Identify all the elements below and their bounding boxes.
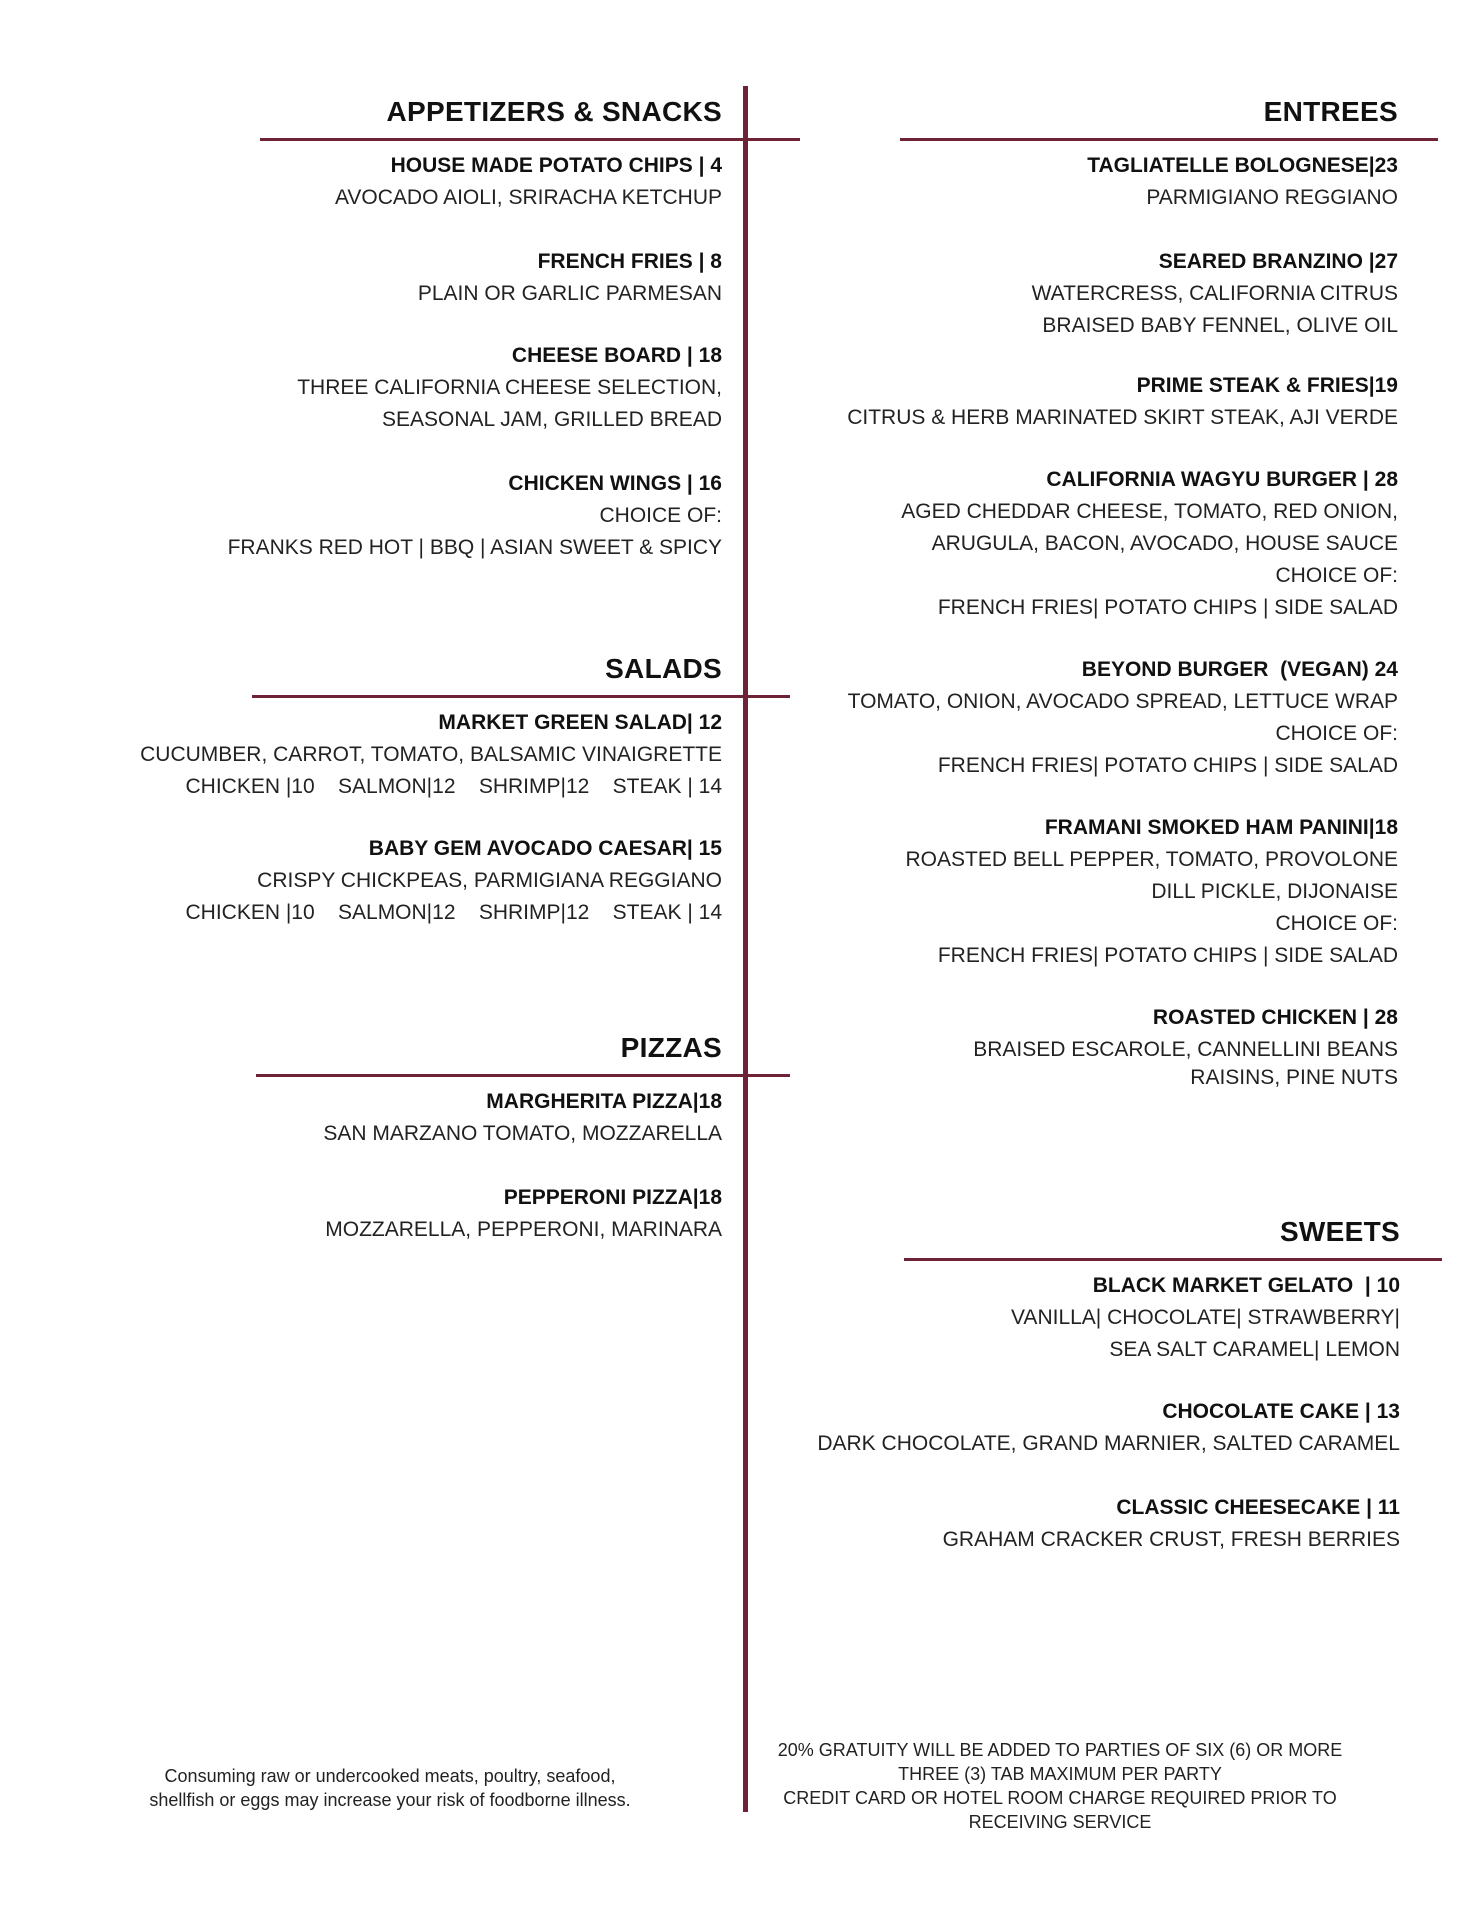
item-name: BLACK MARKET GELATO | 10	[1092, 1274, 1400, 1297]
policy-notice	[760, 1738, 1360, 1834]
item-name: PEPPERONI PIZZA|18	[503, 1186, 722, 1209]
item-desc: FRENCH FRIES| POTATO CHIPS | SIDE SALAD	[937, 596, 1398, 619]
item-desc: GRAHAM CRACKER CRUST, FRESH BERRIES	[942, 1528, 1400, 1551]
section-salads	[22, 651, 722, 929]
item-desc: TOMATO, ONION, AVOCADO SPREAD, LETTUCE WRAP	[847, 690, 1398, 713]
item-desc: CHOICE OF:	[1275, 912, 1398, 935]
item-desc: AVOCADO AIOLI, SRIRACHA KETCHUP	[334, 186, 722, 209]
menu-item	[698, 246, 1398, 342]
menu-item	[22, 833, 722, 929]
menu-item	[700, 1396, 1400, 1460]
item-desc: BRAISED ESCAROLE, CANNELLINI BEANS	[973, 1038, 1398, 1061]
item-desc: THREE CALIFORNIA CHEESE SELECTION,	[297, 376, 722, 399]
item-desc: SEASONAL JAM, GRILLED BREAD	[382, 408, 722, 431]
item-desc: CHOICE OF:	[599, 504, 722, 527]
section-entrees	[698, 94, 1398, 1090]
menu-item	[700, 1492, 1400, 1556]
item-desc: PARMIGIANO REGGIANO	[1146, 186, 1398, 209]
warning-line: shellfish or eggs may increase your risk of foodborne illness.	[149, 1790, 631, 1810]
menu-item	[22, 246, 722, 310]
item-name: TAGLIATELLE BOLOGNESE|23	[1087, 154, 1398, 177]
policy-line: 20% GRATUITY WILL BE ADDED TO PARTIES OF SIX (6) OR MORE	[777, 1740, 1343, 1760]
item-desc: CRISPY CHICKPEAS, PARMIGIANA REGGIANO	[257, 869, 722, 892]
menu-item	[22, 1086, 722, 1150]
item-name: BABY GEM AVOCADO CAESAR| 15	[368, 837, 722, 860]
section-sweets	[700, 1214, 1400, 1556]
policy-line: CREDIT CARD OR HOTEL ROOM CHARGE REQUIRED PRIOR TO	[783, 1788, 1337, 1808]
item-name: PRIME STEAK & FRIES|19	[1136, 374, 1398, 397]
item-desc: BRAISED BABY FENNEL, OLIVE OIL	[1042, 314, 1398, 337]
item-name: CHOCOLATE CAKE | 13	[1162, 1400, 1400, 1423]
warning-line: Consuming raw or undercooked meats, poultry, seafood,	[164, 1766, 616, 1786]
item-desc: SEA SALT CARAMEL| LEMON	[1109, 1338, 1400, 1361]
item-name: CHEESE BOARD | 18	[511, 344, 722, 367]
item-name: MARGHERITA PIZZA|18	[486, 1090, 722, 1113]
menu-item	[698, 464, 1398, 624]
section-rule	[904, 1258, 1442, 1261]
menu-item	[698, 654, 1398, 782]
menu-item	[22, 468, 722, 564]
item-desc: CHOICE OF:	[1275, 722, 1398, 745]
menu-item	[22, 340, 722, 436]
item-desc: WATERCRESS, CALIFORNIA CITRUS	[1031, 282, 1398, 305]
menu-item	[22, 150, 722, 214]
item-desc: DILL PICKLE, DIJONAISE	[1151, 880, 1398, 903]
section-title: ENTREES	[1263, 96, 1398, 127]
menu-item	[22, 707, 722, 803]
item-desc: FRANKS RED HOT | BBQ | ASIAN SWEET & SPICY	[227, 536, 722, 559]
item-desc: PLAIN OR GARLIC PARMESAN	[417, 282, 722, 305]
menu-item	[698, 1002, 1398, 1090]
section-appetizers	[22, 94, 722, 564]
section-title: APPETIZERS & SNACKS	[386, 96, 722, 127]
item-desc: RAISINS, PINE NUTS	[1190, 1066, 1398, 1089]
item-desc: FRENCH FRIES| POTATO CHIPS | SIDE SALAD	[937, 754, 1398, 777]
item-name: CLASSIC CHEESECAKE | 11	[1116, 1496, 1400, 1519]
item-name: FRENCH FRIES | 8	[537, 250, 722, 273]
item-name: CHICKEN WINGS | 16	[508, 472, 722, 495]
item-desc: CUCUMBER, CARROT, TOMATO, BALSAMIC VINAIGRETTE	[140, 743, 722, 766]
menu-item	[700, 1270, 1400, 1366]
menu-item	[698, 370, 1398, 434]
item-desc: VANILLA| CHOCOLATE| STRAWBERRY|	[1010, 1306, 1400, 1329]
menu-item	[698, 812, 1398, 972]
item-desc: FRENCH FRIES| POTATO CHIPS | SIDE SALAD	[937, 944, 1398, 967]
food-safety-warning	[110, 1764, 670, 1812]
item-desc: CITRUS & HERB MARINATED SKIRT STEAK, AJI VERDE	[847, 406, 1398, 429]
section-rule	[900, 138, 1438, 141]
item-name: FRAMANI SMOKED HAM PANINI|18	[1044, 816, 1398, 839]
section-title: PIZZAS	[620, 1032, 722, 1063]
item-name: SEARED BRANZINO |27	[1158, 250, 1398, 273]
menu-item	[698, 150, 1398, 214]
item-desc: MOZZARELLA, PEPPERONI, MARINARA	[325, 1218, 722, 1241]
section-title: SALADS	[605, 653, 722, 684]
policy-line: RECEIVING SERVICE	[968, 1812, 1152, 1832]
item-desc: AGED CHEDDAR CHEESE, TOMATO, RED ONION,	[901, 500, 1398, 523]
item-name: MARKET GREEN SALAD| 12	[438, 711, 722, 734]
item-desc: CHOICE OF:	[1275, 564, 1398, 587]
item-desc: CHICKEN |10 SALMON|12 SHRIMP|12 STEAK | 14	[185, 775, 722, 798]
item-desc: DARK CHOCOLATE, GRAND MARNIER, SALTED CARAMEL	[817, 1432, 1400, 1455]
item-name: BEYOND BURGER (VEGAN) 24	[1081, 658, 1398, 681]
item-desc: ROASTED BELL PEPPER, TOMATO, PROVOLONE	[905, 848, 1398, 871]
item-name: ROASTED CHICKEN | 28	[1152, 1006, 1398, 1029]
item-desc: CHICKEN |10 SALMON|12 SHRIMP|12 STEAK | 14	[185, 901, 722, 924]
section-title: SWEETS	[1279, 1216, 1400, 1247]
item-name: HOUSE MADE POTATO CHIPS | 4	[390, 154, 722, 177]
section-pizzas	[22, 1030, 722, 1246]
item-desc: ARUGULA, BACON, AVOCADO, HOUSE SAUCE	[931, 532, 1398, 555]
policy-line: THREE (3) TAB MAXIMUM PER PARTY	[898, 1764, 1222, 1784]
menu-item	[22, 1182, 722, 1246]
item-desc: SAN MARZANO TOMATO, MOZZARELLA	[323, 1122, 722, 1145]
item-name: CALIFORNIA WAGYU BURGER | 28	[1046, 468, 1398, 491]
